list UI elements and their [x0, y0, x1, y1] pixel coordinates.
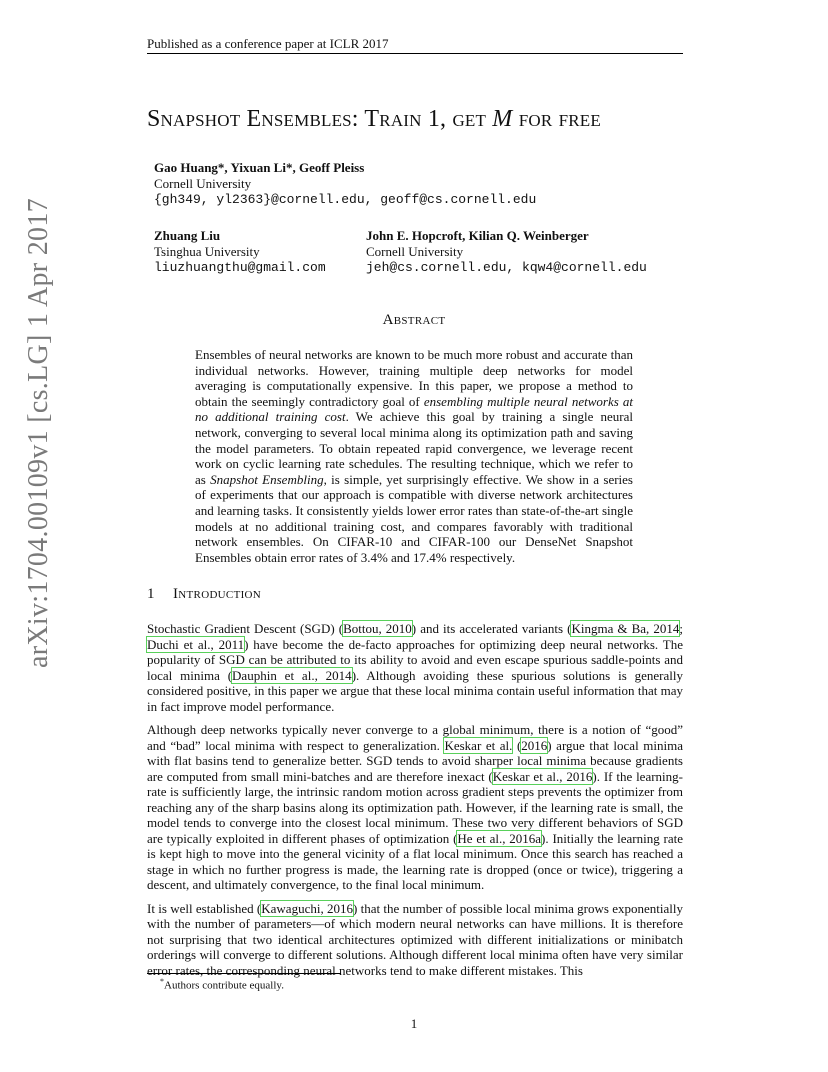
intro-body: [147, 621, 683, 986]
citation-link[interactable]: He et al., 2016a: [457, 830, 542, 846]
abstract-em1: ensembling multiple neural networks at no additional training cost: [195, 393, 633, 425]
citation-link[interactable]: Bottou, 2010: [343, 621, 412, 636]
text-run: ;: [679, 621, 683, 636]
citation-link[interactable]: Keskar et al., 2016: [492, 768, 593, 784]
text-run: ) argue that local minima with flat basins tend to generalize better. SGD tends to avoid sharper local minima because gradients are computed from small mini-batches and are therefore inexact (: [147, 737, 683, 784]
citation-link[interactable]: Kawaguchi, 2016: [261, 900, 354, 916]
abstract-p3: , is simple, yet surprisingly effective. We show in a series of experiments that our approach is compatible with diverse network architectures and learning tasks. It consistently yields lower error rates than state-of-the-art single models at no additional training cost, and compares favorably with traditional network ensembles. On CIFAR-10 and CIFAR-100 our DenseNet Snapshot Ensembles obtain error rates of 3.4% and 17.4% respectively.: [195, 471, 633, 565]
section-number: 1: [147, 586, 155, 602]
page-number: 1: [410, 1016, 418, 1031]
author-email: {gh349, yl2363}@cornell.edu, geoff@cs.cornell.edu: [154, 192, 537, 207]
text-run: ) have become the de-facto approaches for optimizing deep neural networks. The popularity of SGD can be attributed to its ability to avoid and even escape spurious saddle-points and local minima (: [147, 636, 683, 683]
text-run: Stochastic Gradient Descent (SGD) (: [147, 621, 344, 636]
text-run: (: [512, 737, 522, 753]
section-heading-introduction: [147, 586, 261, 603]
text-run: ). If the learning-rate is sufficiently large, the intrinsic random motion across gradient steps prevents the optimizer from reaching any of the sharp basins along its optimization path. However, if the learning rate is small, the model tends to converge into the closest local minimum. These two very different behaviors of SGD are typically exploited in different phases of optimization (: [147, 768, 683, 846]
author-group-3: [366, 228, 647, 276]
author-affiliation: Tsinghua University: [154, 244, 260, 259]
citation-link[interactable]: Dauphin et al., 2014: [232, 667, 352, 683]
text-run: Although deep networks typically never converge to a global minimum, there is a notion of “good” and “bad” local minima with respect to generalization.: [147, 722, 683, 753]
text-run: ). Initially the learning rate is kept high to move into the general vicinity of a flat local minimum. Once this search has reached a stage in which no further progress is made, the learning rate is dropped (once or twice), triggering a descent, and ultimately convergence, to the final local minimum.: [147, 830, 683, 892]
intro-paragraph-2: [147, 722, 683, 893]
arxiv-stamp: arXiv:1704.00109v1 [cs.LG] 1 Apr 2017: [23, 198, 54, 668]
intro-paragraph-1: [147, 621, 683, 714]
abstract-text: [195, 347, 633, 565]
citation-link[interactable]: 2016: [521, 737, 548, 753]
footnote-text: Authors contribute equally.: [164, 979, 284, 992]
abstract-em2: Snapshot Ensembling: [210, 471, 324, 487]
text-run: It is well established (: [147, 900, 262, 916]
author-email: jeh@cs.cornell.edu, kqw4@cornell.edu: [366, 260, 647, 275]
abstract-p2: . We achieve this goal by training a single neural network, converging to several local minima along its optimization path and saving the model parameters. To obtain repeated rapid convergence, we leverage recent work on cyclic learning rate schedules. The resulting technique, which we refer to as: [195, 409, 633, 487]
footnote-rule: [147, 973, 341, 974]
text-run: ) and its accelerated variants (: [411, 621, 572, 636]
author-email: liuzhuangthu@gmail.com: [154, 260, 326, 275]
footnote-mark: *: [160, 977, 164, 986]
citation-link[interactable]: Keskar et al.: [444, 737, 513, 753]
citation-link[interactable]: Kingma & Ba, 2014: [571, 621, 680, 636]
author-names: John E. Hopcroft, Kilian Q. Weinberger: [366, 228, 589, 243]
header-rule: [147, 53, 683, 54]
section-title: Introduction: [173, 586, 262, 602]
text-run: ). Although avoiding these spurious solutions is generally considered positive, in this paper we argue that these local minima contain useful information that may in fact improve model performance.: [147, 667, 683, 714]
author-affiliation: Cornell University: [154, 176, 252, 191]
author-group-2: [154, 228, 326, 276]
citation-link[interactable]: Duchi et al., 2011: [147, 636, 245, 652]
text-run: ) that the number of possible local minima grows exponentially with the number of parameters—of which modern neural networks can have millions. It is therefore not surprising that two identical architectures optimized with different initializations or minibatch orderings will converge to different solutions. Although different local minima often have very similar error rates, the corresponding neural networks tend to make different mistakes. This: [147, 900, 684, 978]
running-header: Published as a conference paper at ICLR 2017: [147, 36, 389, 51]
author-names: Gao Huang*, Yixuan Li*, Geoff Pleiss: [154, 160, 365, 175]
paper-title: [147, 106, 687, 133]
author-group-1: [154, 160, 536, 208]
title-part1: Snapshot Ensembles: Train 1, get: [147, 106, 493, 132]
intro-paragraph-3: [147, 901, 683, 979]
abstract-heading: Abstract: [382, 312, 446, 328]
footnote: [160, 977, 284, 992]
author-names: Zhuang Liu: [154, 228, 221, 243]
title-m: M: [492, 106, 513, 132]
abstract-p1: Ensembles of neural networks are known to be much more robust and accurate than individual networks. However, training multiple deep networks for model averaging is computationally expensive. In this paper, we propose a method to obtain the seemingly contradictory goal of: [195, 347, 633, 409]
author-affiliation: Cornell University: [366, 244, 464, 259]
title-part2: for free: [512, 106, 601, 132]
